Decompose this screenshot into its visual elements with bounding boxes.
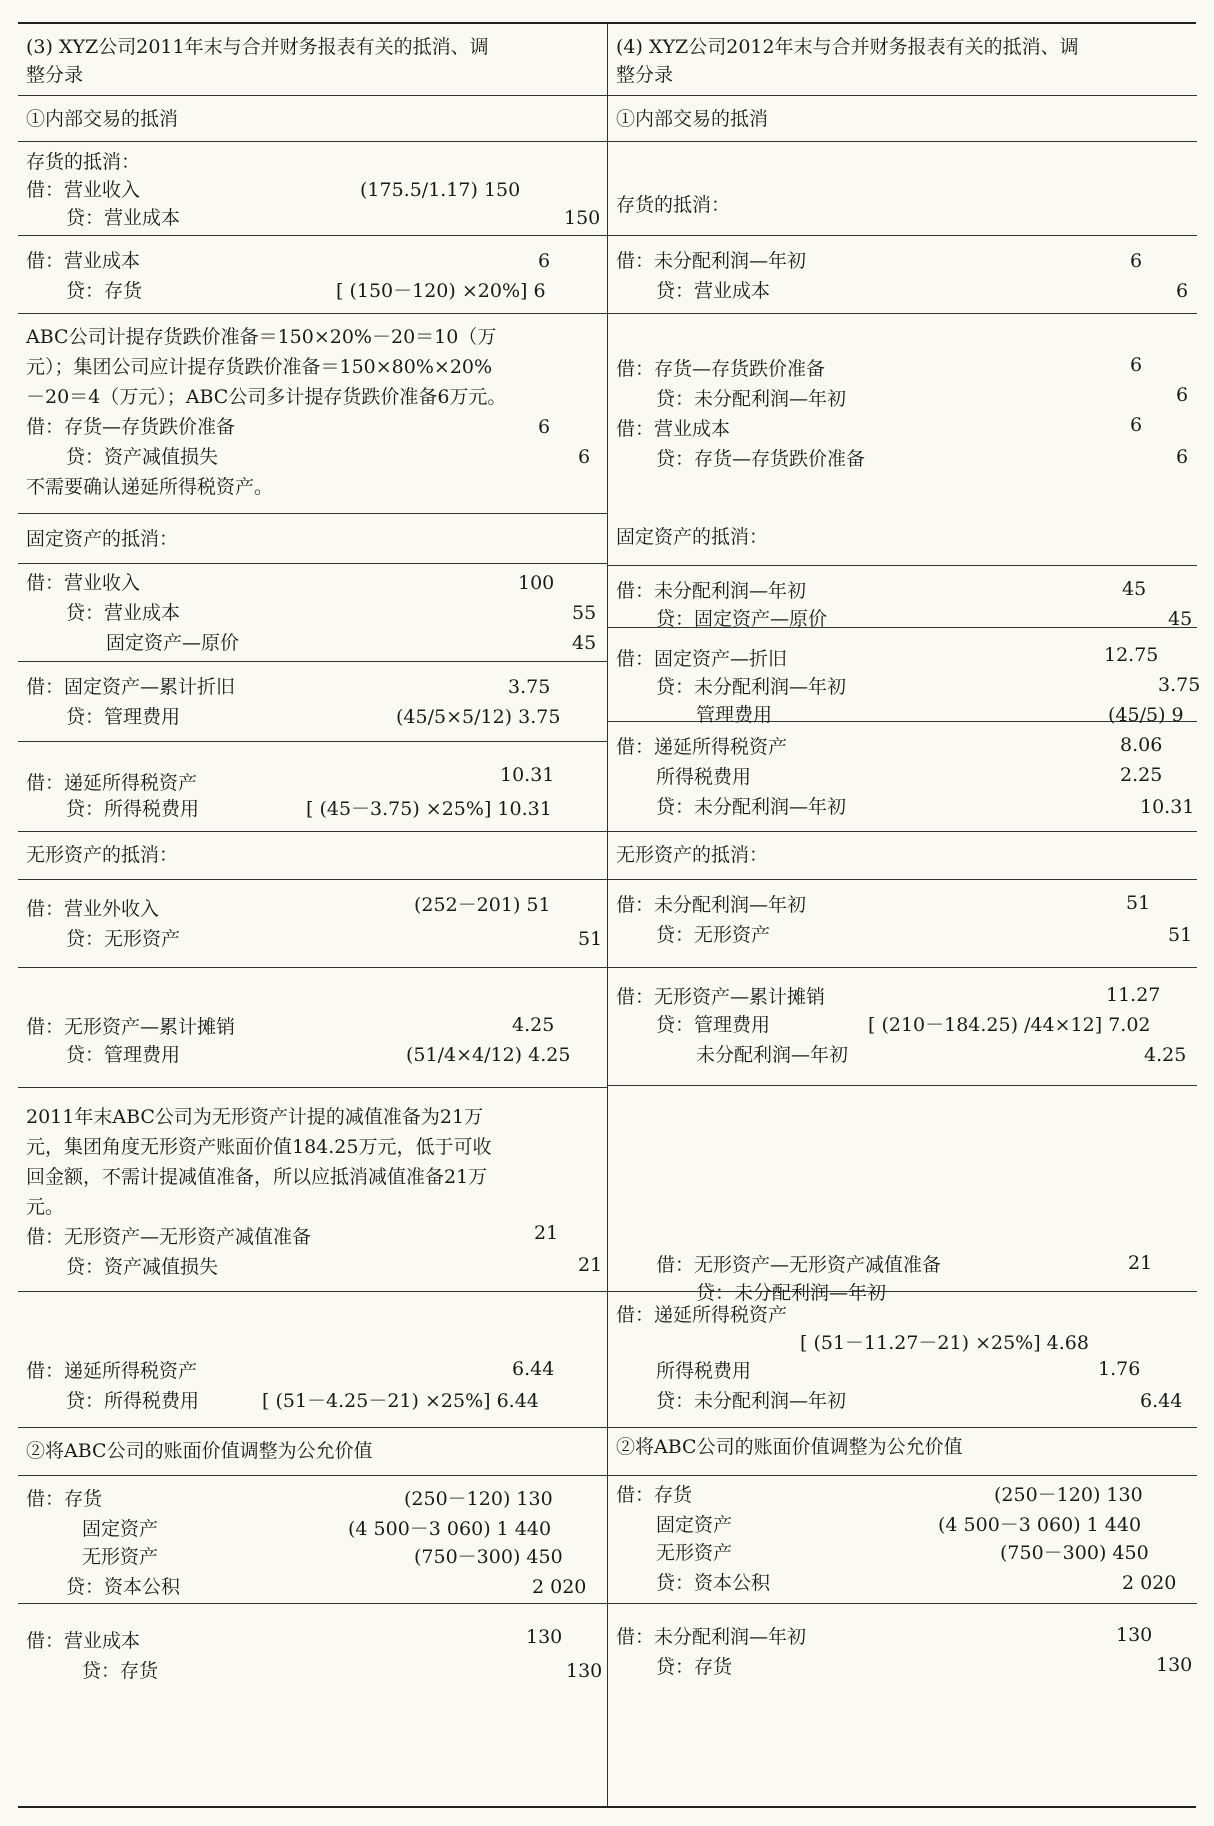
right-ia2-credit-2: 未分配利润—年初 [696,1044,849,1066]
right-fv2-credit-amount: 130 [1156,1654,1193,1676]
left-inv3-debit: 借：存货—存货跌价准备 [26,416,236,438]
right-ia4-debit-2-amount: 1.76 [1098,1358,1141,1380]
left-ia1-credit: 贷：无形资产 [66,928,181,950]
right-inv3-debit-2: 借：营业成本 [616,418,731,440]
right-ia4-debit-amount: [ (51－11.27－21) ×25%] 4.68 [800,1332,1089,1354]
left-ia3-para-3: 回金额，不需计提减值准备，所以应抵消减值准备21万 [26,1166,488,1188]
right-fv-credit: 贷：资本公积 [656,1572,771,1594]
left-ia2-credit-amount: (51/4×4/12) 4.25 [406,1044,571,1066]
left-ia4-debit: 借：递延所得税资产 [26,1360,198,1382]
right-ia1-debit: 借：未分配利润—年初 [616,894,807,916]
left-ia1-debit-amount: (252－201) 51 [414,894,551,916]
left-intangible-title: 无形资产的抵消： [26,844,179,866]
right-fa3-debit-1: 借：递延所得税资产 [616,736,788,758]
right-inv3-credit-1: 贷：未分配利润—年初 [656,388,847,410]
right-inv2-debit-amount: 6 [1130,250,1143,272]
left-ia4-credit: 贷：所得税费用 [66,1390,200,1412]
left-fv2-debit: 借：营业成本 [26,1630,141,1652]
right-fa1-credit: 贷：固定资产—原价 [656,608,828,630]
right-fixed-asset-title: 固定资产的抵消： [616,526,769,548]
right-header [608,24,1197,96]
left-inv2-debit-amount: 6 [538,250,551,272]
left-fa3-credit: 贷：所得税费用 [66,798,200,820]
left-inventory-entry-3 [18,314,607,514]
right-ia1-credit: 贷：无形资产 [656,924,771,946]
right-ia3-debit-amount: 21 [1128,1252,1153,1274]
left-ia3-para-2: 元，集团角度无形资产账面价值184.25万元，低于可收 [26,1136,492,1158]
left-fair-value-entry-2 [18,1604,607,1810]
right-inv3-credit-2-amount: 6 [1176,446,1189,468]
left-fa3-debit: 借：递延所得税资产 [26,772,198,794]
left-fv2-credit: 贷：存货 [82,1660,159,1682]
left-fa2-debit: 借：固定资产—累计折旧 [26,676,236,698]
left-fa1-debit: 借：营业收入 [26,572,141,594]
left-inv3-para-3: －20＝4（万元）；ABC公司多计提存货跌价准备6万元。 [26,386,507,408]
left-fixed-asset-title-row [18,514,607,564]
right-ia2-credit-1-amount: [ (210－184.25) /44×12] 7.02 [868,1014,1151,1036]
left-fv-credit: 贷：资本公积 [66,1576,181,1598]
right-ia4-debit: 借：递延所得税资产 [616,1304,788,1326]
left-fa1-credit: 贷：营业成本 [66,602,181,624]
right-intangible-title-row [608,832,1197,880]
right-intangible-entry-4 [608,1292,1197,1428]
right-inv3-debit-1-amount: 6 [1130,354,1143,376]
left-ia3-debit: 借：无形资产—无形资产减值准备 [26,1226,312,1248]
left-inv3-debit-amount: 6 [538,416,551,438]
left-header [18,24,607,96]
right-section-1-title: ①内部交易的抵消 [616,108,769,130]
right-fv-debit-3-amount: (750－300) 450 [1000,1542,1149,1564]
left-header-line-2: 整分录 [26,64,84,86]
right-fa3-debit-1-amount: 8.06 [1120,734,1163,756]
left-ia2-debit: 借：无形资产—累计摊销 [26,1016,236,1038]
left-fa1-credit-2: 固定资产—原价 [106,632,240,654]
left-inventory-entry-1 [18,142,607,236]
left-header-line-1: (3) XYZ公司2011年末与合并财务报表有关的抵消、调 [26,36,489,58]
right-fv-debit-3: 无形资产 [656,1542,733,1564]
left-inv3-note: 不需要确认递延所得税资产。 [26,476,274,498]
journal-entries-table [18,22,1201,1808]
left-fv2-credit-amount: 130 [566,1660,603,1682]
right-fa3-debit-2-amount: 2.25 [1120,764,1163,786]
left-fa1-credit-amount: 55 [572,602,597,624]
right-fa1-debit: 借：未分配利润—年初 [616,580,807,602]
left-fa1-credit-2-amount: 45 [572,632,597,654]
right-ia3-credit: 贷：未分配利润—年初 [696,1282,887,1304]
right-inv3-debit-1: 借：存货—存货跌价准备 [616,358,826,380]
left-fixed-asset-title: 固定资产的抵消： [26,528,179,550]
left-inv1-credit-amount: 150 [564,207,601,229]
left-inv1-debit: 借：营业收入 [26,179,141,201]
left-inv2-debit: 借：营业成本 [26,250,141,272]
right-ia4-debit-2: 所得税费用 [656,1360,752,1382]
left-section-2 [18,1428,607,1476]
left-ia3-debit-amount: 21 [534,1222,559,1244]
right-intangible-title: 无形资产的抵消： [616,844,769,866]
right-section-2-title: ②将ABC公司的账面价值调整为公允价值 [616,1436,963,1458]
right-inventory-title: 存货的抵消： [616,194,731,216]
right-section-1 [608,96,1197,142]
right-fv-debit-2-amount: (4 500－3 060) 1 440 [938,1514,1142,1536]
left-fv-debit-1: 借：存货 [26,1488,103,1510]
left-ia4-credit-amount: [ (51－4.25－21) ×25%] 6.44 [262,1390,539,1412]
right-intangible-entry-3 [608,1086,1197,1304]
left-fa2-credit-amount: (45/5×5/12) 3.75 [396,706,561,728]
left-fv2-debit-amount: 130 [526,1626,563,1648]
right-inventory-entry-2 [608,236,1197,314]
right-fa2-credit-2-amount: (45/5) 9 [1108,704,1184,726]
left-fv-debit-3: 无形资产 [82,1546,159,1568]
right-fa1-debit-amount: 45 [1122,578,1147,600]
right-fv-debit-1-amount: (250－120) 130 [994,1484,1143,1506]
left-ia3-credit: 贷：资产减值损失 [66,1256,219,1278]
left-fv-debit-1-amount: (250－120) 130 [404,1488,553,1510]
left-ia3-para-4: 元。 [26,1196,65,1218]
left-intangible-entry-2 [18,968,607,1088]
left-fixed-asset-entry-1 [18,564,607,662]
left-ia3-credit-amount: 21 [578,1254,603,1276]
left-fa1-debit-amount: 100 [518,572,555,594]
left-inventory-entry-2 [18,236,607,314]
left-section-1 [18,96,607,142]
right-fa2-credit-1-amount: 3.75 [1158,674,1201,696]
left-fair-value-entry [18,1476,607,1604]
left-fixed-asset-entry-3 [18,742,607,832]
right-ia4-credit-amount: 6.44 [1140,1390,1183,1412]
left-section-2-title: ②将ABC公司的账面价值调整为公允价值 [26,1440,373,1462]
right-inv3-debit-2-amount: 6 [1130,414,1143,436]
right-fv2-debit-amount: 130 [1116,1624,1153,1646]
left-inv1-credit: 贷：营业成本 [66,207,181,229]
left-intangible-entry-3 [18,1088,607,1292]
right-fair-value-entry-2 [608,1604,1197,1810]
right-header-line-1: (4) XYZ公司2012年末与合并财务报表有关的抵消、调 [616,36,1079,58]
left-fa2-credit: 贷：管理费用 [66,706,181,728]
right-ia2-credit-2-amount: 4.25 [1144,1044,1187,1066]
right-inv2-credit: 贷：营业成本 [656,280,771,302]
right-column-2012 [608,24,1201,1806]
left-fixed-asset-entry-2 [18,662,607,742]
right-header-line-2: 整分录 [616,64,674,86]
right-fa2-debit-amount: 12.75 [1104,644,1159,666]
right-fa3-debit-2: 所得税费用 [656,766,752,788]
left-section-1-title: ①内部交易的抵消 [26,108,179,130]
left-inv3-credit-amount: 6 [578,446,591,468]
left-ia1-debit: 借：营业外收入 [26,898,160,920]
right-inv3-credit-2: 贷：存货—存货跌价准备 [656,448,866,470]
left-column-2011 [18,24,607,1806]
right-intangible-entry-2 [608,968,1197,1086]
right-fixed-asset-entry-1 [608,578,1201,726]
right-fa3-credit-amount: 10.31 [1140,796,1195,818]
left-inv2-credit-amount: [ (150－120) ×20%] 6 [336,280,546,302]
left-fa3-credit-amount: [ (45－3.75) ×25%] 10.31 [306,798,552,820]
right-intangible-entry-1 [608,880,1197,968]
left-inv3-credit: 贷：资产减值损失 [66,446,219,468]
right-section-2 [608,1428,1197,1476]
left-inv1-debit-amount: (175.5/1.17) 150 [360,179,521,201]
right-fa1-credit-amount: 45 [1168,608,1193,630]
left-fv-debit-2-amount: (4 500－3 060) 1 440 [348,1518,552,1540]
right-fixed-asset-entry-3 [608,722,1197,832]
left-intangible-title-row [18,832,607,880]
right-fv2-debit: 借：未分配利润—年初 [616,1626,807,1648]
right-ia2-credit-1: 贷：管理费用 [656,1014,771,1036]
left-intangible-entry-1 [18,880,607,968]
right-fa2-credit-2: 管理费用 [696,704,773,726]
left-ia4-debit-amount: 6.44 [512,1358,555,1380]
right-fair-value-entry [608,1476,1197,1604]
right-ia4-credit: 贷：未分配利润—年初 [656,1390,847,1412]
right-fv-debit-1: 借：存货 [616,1484,693,1506]
left-fv-debit-3-amount: (750－300) 450 [414,1546,563,1568]
left-ia2-credit: 贷：管理费用 [66,1044,181,1066]
left-inv3-para-2: 元）；集团公司应计提存货跌价准备＝150×80%×20% [26,356,493,378]
left-fa2-debit-amount: 3.75 [508,676,551,698]
left-fv-credit-amount: 2 020 [532,1576,587,1598]
right-inv2-credit-amount: 6 [1176,280,1189,302]
right-inventory-title-row [608,142,1197,236]
left-fv-debit-2: 固定资产 [82,1518,159,1540]
left-ia2-debit-amount: 4.25 [512,1014,555,1036]
left-ia1-credit-amount: 51 [578,928,603,950]
left-inv2-credit: 贷：存货 [66,280,143,302]
left-intangible-entry-4 [18,1292,607,1428]
right-ia2-debit: 借：无形资产—累计摊销 [616,986,826,1008]
left-fa3-debit-amount: 10.31 [500,764,555,786]
left-ia3-para-1: 2011年末ABC公司为无形资产计提的减值准备为21万 [26,1106,484,1128]
right-ia2-debit-amount: 11.27 [1106,984,1161,1006]
left-inv3-para-1: ABC公司计提存货跌价准备＝150×20%－20＝10（万 [26,326,497,348]
right-fv-credit-amount: 2 020 [1122,1572,1177,1594]
right-fa2-credit-1: 贷：未分配利润—年初 [656,676,847,698]
right-ia1-debit-amount: 51 [1126,892,1151,914]
right-ia1-credit-amount: 51 [1168,924,1193,946]
left-inventory-title: 存货的抵消： [26,151,141,173]
right-fa2-debit: 借：固定资产—折旧 [616,648,788,670]
right-fv2-credit: 贷：存货 [656,1656,733,1678]
right-inv2-debit: 借：未分配利润—年初 [616,250,807,272]
right-fa3-credit: 贷：未分配利润—年初 [656,796,847,818]
right-inv3-credit-1-amount: 6 [1176,384,1189,406]
right-fv-debit-2: 固定资产 [656,1514,733,1536]
right-ia3-debit: 借：无形资产—无形资产减值准备 [656,1254,942,1276]
